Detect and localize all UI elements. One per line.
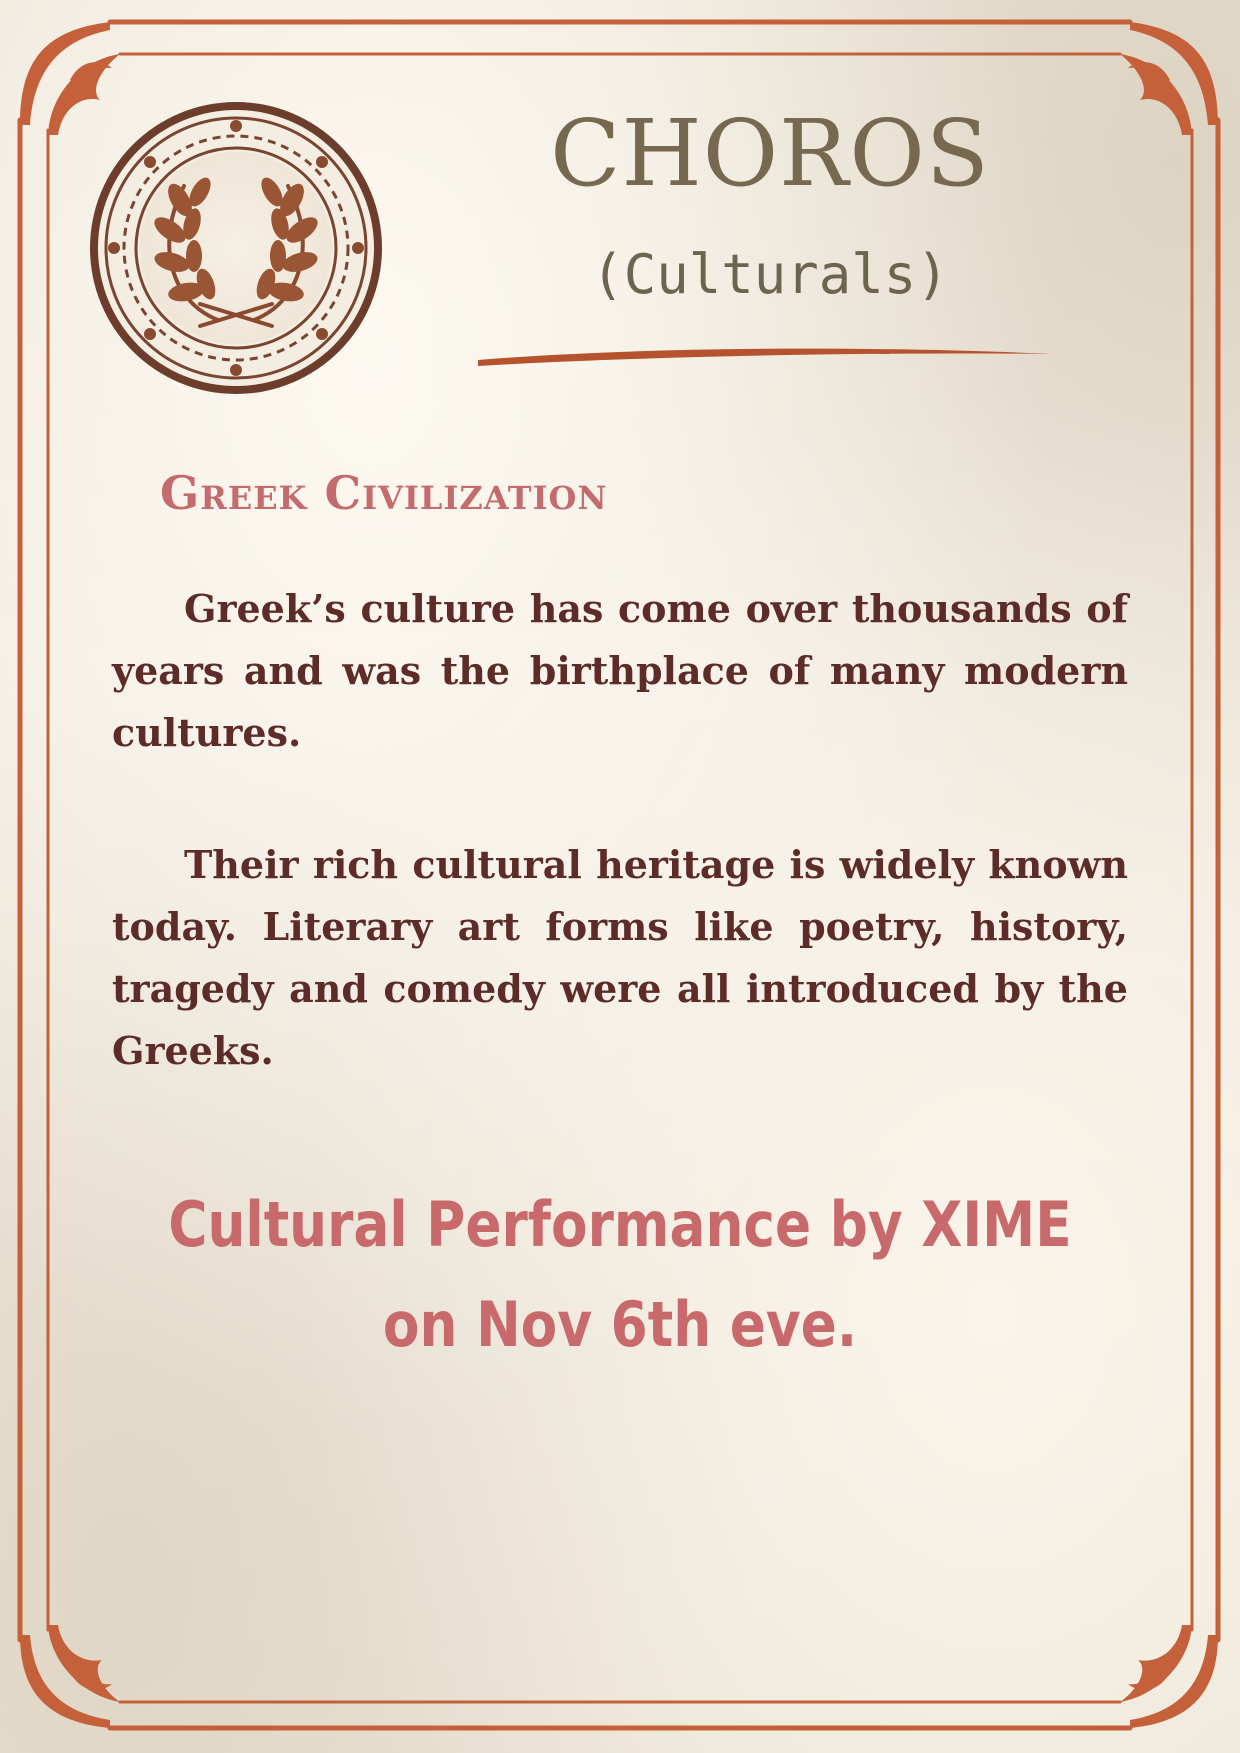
title-underline bbox=[478, 349, 1052, 366]
event-announcement-line-2: on Nov 6th eve. bbox=[382, 1288, 858, 1361]
corner-flourish-bottom-right bbox=[1120, 1625, 1218, 1728]
corner-flourish-top-right bbox=[1120, 22, 1218, 135]
poster-subtitle: (Culturals) bbox=[591, 243, 949, 306]
paragraph-intro: Greek’s culture has come over thousands of years and was the birthplace of many modern cultures. bbox=[112, 586, 1128, 755]
paragraph-heritage: Their rich cultural heritage is widely known today. Literary art forms like poetry, history, tragedy and comedy were all introduced by the Greeks. bbox=[112, 842, 1128, 1073]
corner-flourish-bottom-left bbox=[20, 1625, 120, 1728]
poster-title: CHOROS bbox=[550, 100, 990, 207]
event-announcement-line-1: Cultural Performance by XIME bbox=[168, 1188, 1072, 1261]
section-heading: Greek Civilization bbox=[160, 466, 608, 520]
laurel-wreath-medallion-icon bbox=[88, 100, 384, 396]
